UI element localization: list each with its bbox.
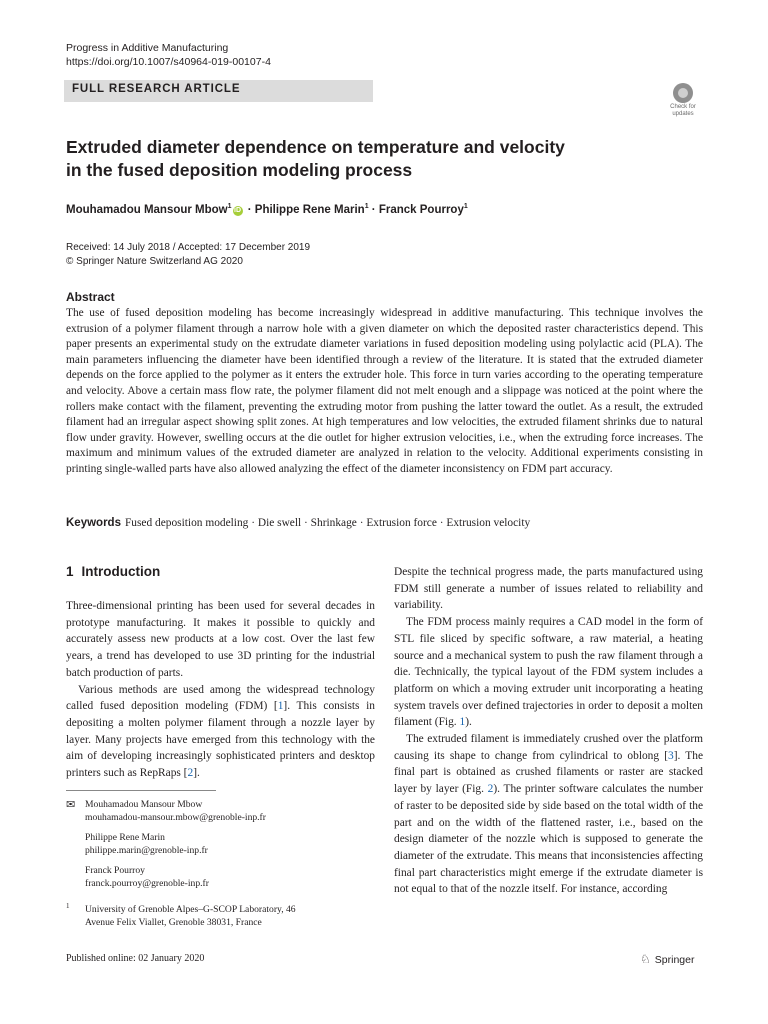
- contact-email[interactable]: franck.pourroy@grenoble-inp.fr: [85, 878, 209, 889]
- keywords-label: Keywords: [66, 517, 121, 529]
- citation-link[interactable]: 2: [187, 767, 194, 780]
- author-separator: ·: [368, 203, 379, 216]
- author-3: Franck Pourroy: [378, 203, 464, 216]
- author-1: Mouhamadou Mansour Mbow: [66, 203, 228, 216]
- keywords-list: Fused deposition modeling · Die swell · Shrinkage · Extrusion force · Extrusion velocity: [124, 517, 531, 529]
- check-for-updates-icon: [673, 83, 693, 103]
- contact-email[interactable]: philippe.marin@grenoble-inp.fr: [85, 845, 208, 856]
- right-column: [394, 564, 703, 898]
- paragraph: Despite the technical progress made, the parts manufactured using FDM still generate a number of issues related to reliability and variability.: [394, 566, 703, 612]
- check-line2: updates: [672, 111, 694, 117]
- paragraph: The extruded filament is immediately crushed over the platform causing its shape to change from cylindrical to oblong [3]. The final part is obtained as crushed filaments or raster are stacked layer by layer (Fig. 2). The printer software calculates the number of raster to be deposited side by side based on the total width of the part and on the width of the flattened raster, i.e., based on the design diameter of the nozzle which is supposed to generate the diameter of the extrudate. This means that inconsistencies affecting final part characteristics might emerge if the extrudate diameter is not equal to that of the nozzle itself. For instance, according: [394, 733, 704, 896]
- article-dates: [66, 241, 310, 269]
- contact-name: Philippe Rene Marin: [85, 832, 165, 843]
- section-title: Introduction: [81, 564, 161, 579]
- copyright: © Springer Nature Switzerland AG 2020: [66, 256, 243, 267]
- paragraph: Three-dimensional printing has been used for several decades in prototype manufacturing. It makes it possible to quickly and accurately assess new products at a low cost. Over the last few years, a trend has developed to use 3D printing for the industrial batch production of parts.: [66, 600, 375, 679]
- check-line1: Check for: [670, 104, 696, 110]
- article-type-label: FULL RESEARCH ARTICLE: [72, 83, 241, 95]
- left-column: [66, 598, 375, 782]
- title-line2: in the fused deposition modeling process: [66, 160, 413, 180]
- doi-link[interactable]: https://doi.org/10.1007/s40964-019-00107-4: [66, 56, 271, 68]
- paragraph: The FDM process mainly requires a CAD model in the form of STL file sliced by specific software, a raw material, a heating source and a mechanical system to push the raw filament through a die. Technically, the typical layout of the FDM system includes a platform on which a moving extruder unit incorporating a heating system travels over defined trajectories in order to deposit a molten filament (Fig. 1).: [394, 616, 703, 729]
- journal-name: Progress in Additive Manufacturing: [66, 42, 229, 54]
- author-separator: ·: [244, 203, 255, 216]
- contact-name: Franck Pourroy: [85, 865, 145, 876]
- author-list: [66, 203, 468, 216]
- author-2-affil: 1: [364, 203, 369, 210]
- author-2: Philippe Rene Marin: [254, 203, 365, 216]
- check-for-updates-badge[interactable]: [664, 83, 702, 123]
- envelope-icon: ✉: [66, 799, 76, 811]
- figure-link[interactable]: 2: [487, 783, 494, 796]
- received-accepted: Received: 14 July 2018 / Accepted: 17 December 2019: [66, 242, 311, 253]
- contact-email[interactable]: mouhamadou-mansour.mbow@grenoble-inp.fr: [85, 812, 266, 823]
- footnote-divider: [66, 790, 216, 791]
- article-type-banner: [64, 80, 373, 102]
- paper-title: [66, 136, 626, 182]
- springer-horse-icon: ♘: [640, 952, 651, 966]
- abstract-text: The use of fused deposition modeling has become increasingly widespread in additive manufacturing. This technique involves the extrusion of a polymer filament through a narrow hole with a given diameter on which the deposited raster characteristics depend. This paper presents an experimental study on the extrudate diameter variations in fused deposition modeling using polylactic acid (PLA). The main parameters influencing the diameter have been identified through a review of the literature. It is stated that the extruded diameter depends on the force applied to the polymer as it enters the extruder hole. This force in turn varies according to the operating temperature and velocity. Above a certain mass flow rate, the polymer filament did not melt enough and a slippage was noticed at the point where the rollers make contact with the filament, preventing the extruding motor from pushing the latter toward the outlet. As a result, the extruded filament had an irregular aspect showing split zones. At high temperatures and low velocities, the extruded filament shrinks due to natural flow under gravity. However, swelling occurs at the die outlet for higher extrusion velocities, i.e., when the extruding force increases. The maximum and minimum values of the extruded diameter are analyzed in relation to the velocity. Additional experiments consisting in printing single-walled parts have also allowed analyzing the effect of the diameter inconsistency on FDM part accuracy.: [66, 307, 703, 475]
- author-3-affil: 1: [463, 203, 468, 210]
- section-heading: [66, 564, 168, 579]
- orcid-icon[interactable]: iD: [234, 206, 242, 214]
- publisher-name: Springer: [654, 954, 695, 966]
- affiliation-number: 1: [66, 902, 70, 910]
- journal-header: [66, 41, 271, 69]
- affiliation: University of Grenoble Alpes–G-SCOP Laboratory, 46 Avenue Felix Viallet, Grenoble 38031, France: [85, 904, 296, 928]
- paragraph: Various methods are used among the widespread technology called fused deposition modeling (FDM) [1]. This consists in depositing a molten polymer filament through a nozzle layer by layer. Many projects have emerged from this technology with the aim of developing increasingly sophisticated printers and desktop printers such as RepRaps [2].: [66, 683, 375, 780]
- author-1-affil: 1: [227, 203, 232, 210]
- citation-link[interactable]: 3: [668, 749, 674, 762]
- figure-link[interactable]: 1: [459, 716, 466, 729]
- abstract-heading: Abstract: [66, 290, 115, 304]
- title-line1: Extruded diameter dependence on temperature and velocity: [66, 137, 565, 157]
- citation-link[interactable]: 1: [277, 700, 284, 713]
- correspondence-block: [85, 798, 375, 897]
- section-number: 1: [66, 564, 74, 579]
- contact-name: Mouhamadou Mansour Mbow: [85, 799, 203, 810]
- publisher-logo: [640, 952, 694, 966]
- published-date: Published online: 02 January 2020: [66, 953, 205, 964]
- keywords: [66, 517, 706, 529]
